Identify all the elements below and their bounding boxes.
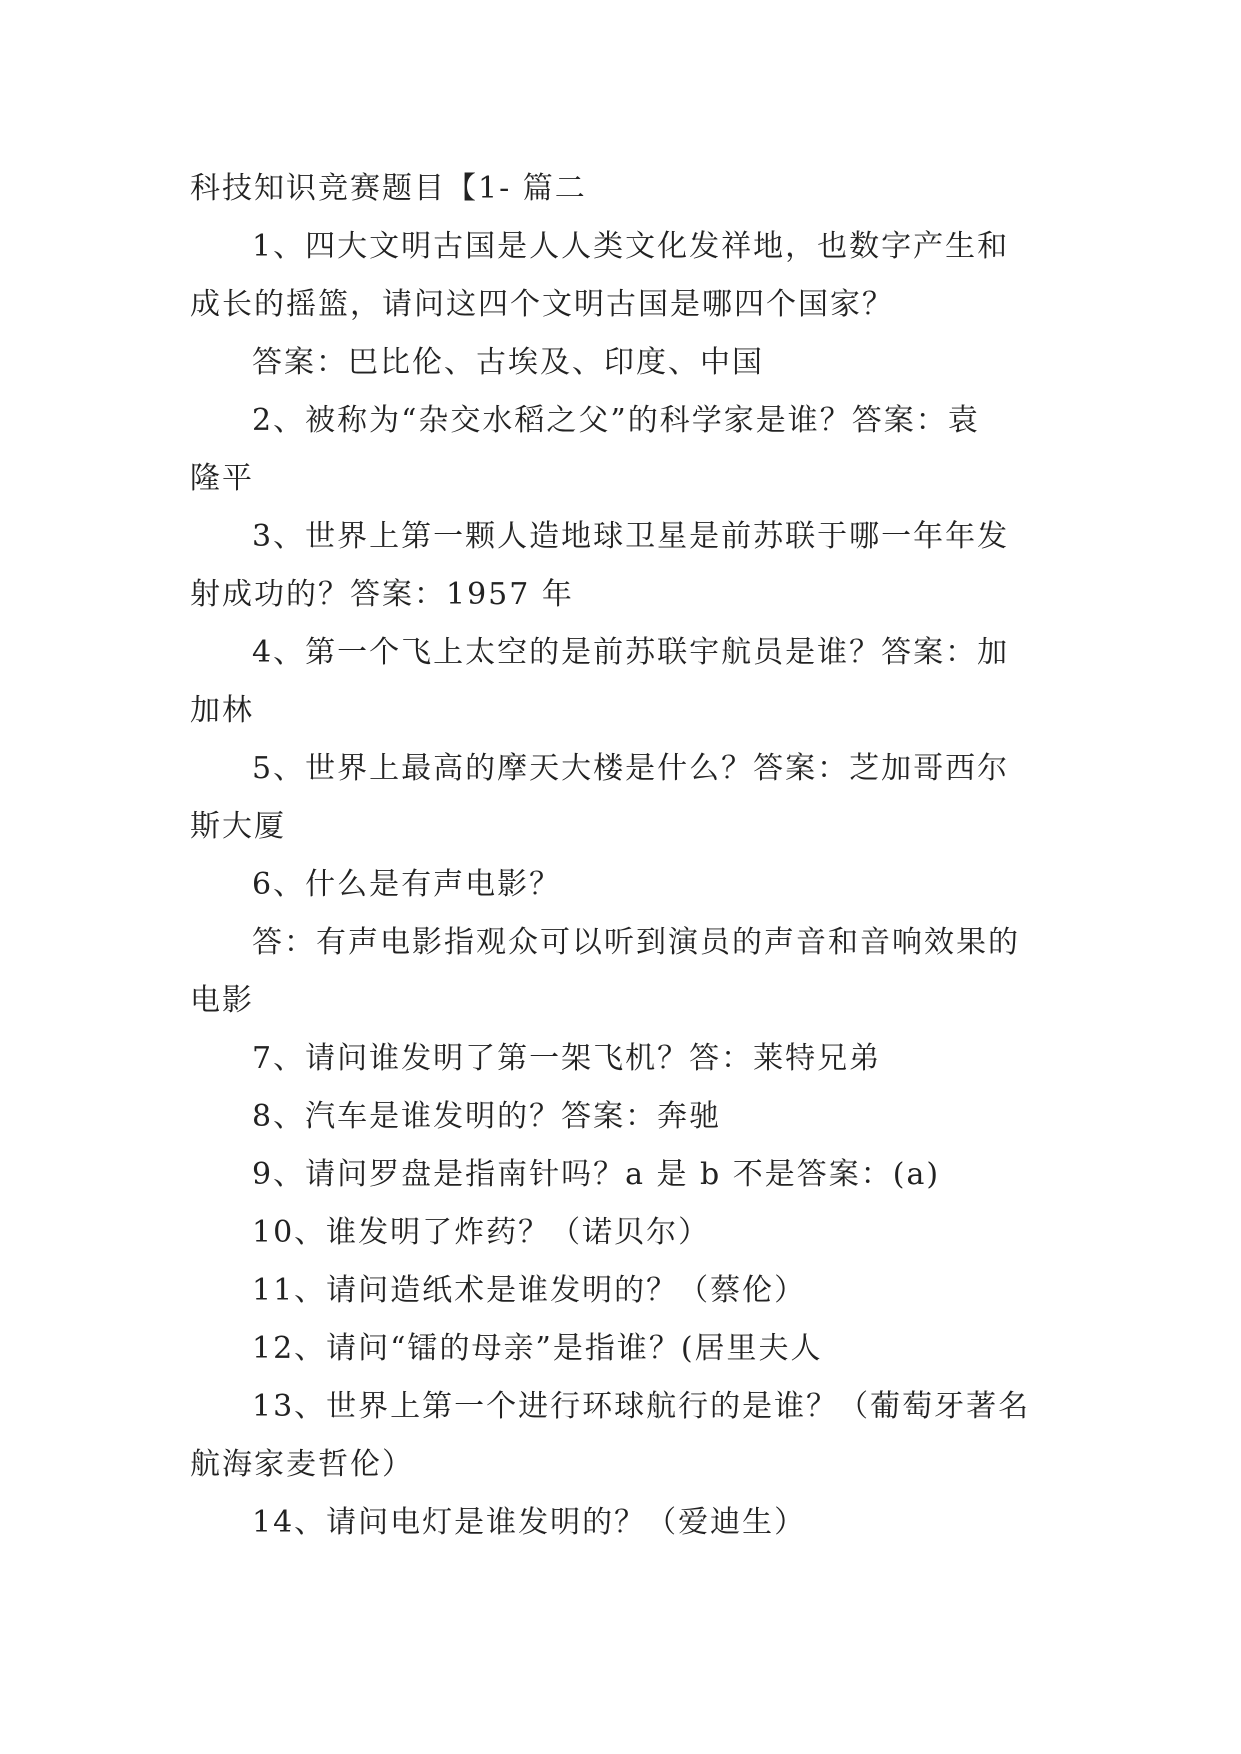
text-line: 射成功的？答案：1957 年 (190, 577, 574, 612)
text-line: 答：有声电影指观众可以听到演员的声音和音响效果的 (252, 925, 1020, 960)
text-line: 航海家麦哲伦） (190, 1447, 414, 1482)
text-line: 14、请问电灯是谁发明的？（爱迪生） (252, 1505, 807, 1540)
text-line: 10、谁发明了炸药？（诺贝尔） (252, 1215, 711, 1250)
text-line: 8、汽车是谁发明的？答案：奔驰 (252, 1099, 722, 1134)
text-line: 隆平 (190, 461, 254, 496)
text-line: 电影 (190, 983, 254, 1018)
text-line: 6、什么是有声电影？ (252, 867, 562, 902)
text-line: 13、世界上第一个进行环球航行的是谁？（葡萄牙著名 (252, 1389, 1031, 1424)
text-line: 答案：巴比伦、古埃及、印度、中国 (252, 345, 764, 380)
document-title: 科技知识竞赛题目【1- 篇二 (190, 171, 587, 206)
text-line: 12、请问“镭的母亲”是指谁？(居里夫人 (252, 1331, 823, 1366)
text-line: 9、请问罗盘是指南针吗？a 是 b 不是答案：(a) (252, 1157, 941, 1192)
text-line: 1、四大文明古国是人人类文化发祥地，也数字产生和 (252, 229, 1010, 264)
document-body (190, 160, 1060, 1552)
text-line: 成长的摇篮，请问这四个文明古国是哪四个国家？ (190, 287, 894, 322)
text-line: 7、请问谁发明了第一架飞机？答：莱特兄弟 (252, 1041, 882, 1076)
text-line: 5、世界上最高的摩天大楼是什么？答案：芝加哥西尔 (252, 751, 1010, 786)
document-lines (190, 218, 1060, 1552)
text-line: 3、世界上第一颗人造地球卫星是前苏联于哪一年年发 (252, 519, 1010, 554)
text-line: 11、请问造纸术是谁发明的？（蔡伦） (252, 1273, 807, 1308)
text-line: 斯大厦 (190, 809, 286, 844)
text-line: 4、第一个飞上太空的是前苏联宇航员是谁？答案：加 (252, 635, 1010, 670)
text-line: 加林 (190, 693, 254, 728)
text-line: 2、被称为“杂交水稻之父”的科学家是谁？答案：袁 (252, 403, 980, 438)
